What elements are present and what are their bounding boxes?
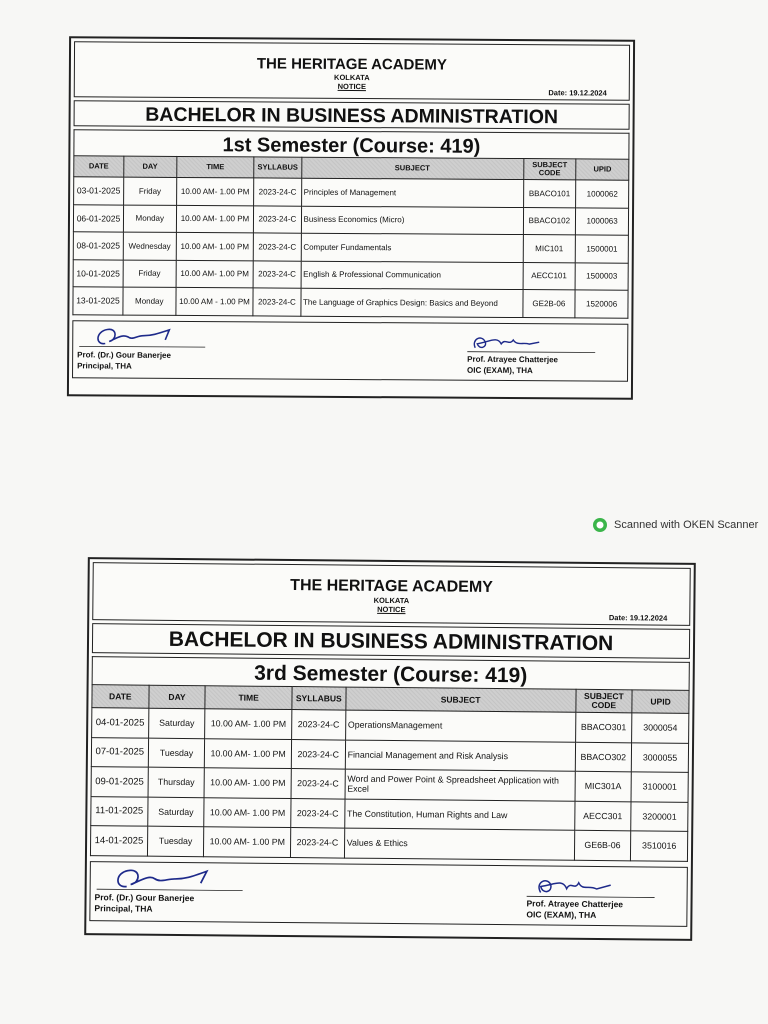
syllabus: 2023-24-C <box>290 828 344 858</box>
upid: 1500001 <box>575 235 628 263</box>
table-row <box>74 177 629 208</box>
institution-name: THE HERITAGE ACADEMY <box>290 577 493 596</box>
column-header: SUBJECT <box>301 157 523 179</box>
column-header: SYLLABUS <box>292 687 346 711</box>
syllabus: 2023-24-C <box>254 233 301 261</box>
column-header: TIME <box>205 686 292 710</box>
upid: 1000063 <box>576 207 629 235</box>
table-row <box>73 287 628 318</box>
syllabus: 2023-24-C <box>292 710 346 740</box>
scanner-label: Scanned with OKEN Scanner <box>614 519 759 531</box>
subject: Principles of Management <box>301 178 523 207</box>
exam-time: 10.00 AM- 1.00 PM <box>176 177 254 205</box>
column-header: DAY <box>124 156 177 177</box>
subject-code: BBACO302 <box>575 742 632 772</box>
city: KOLKATA <box>334 72 370 83</box>
table-row <box>90 826 687 861</box>
subject-code: BBACO301 <box>575 712 632 742</box>
signatory-name: Prof. (Dr.) Gour Banerjee <box>77 349 171 360</box>
upid: 3000055 <box>632 742 689 772</box>
subject-code: GE2B-06 <box>522 290 575 318</box>
exam-date: 06-01-2025 <box>73 204 123 232</box>
subject: Computer Fundamentals <box>301 233 523 262</box>
upid: 1000062 <box>576 180 629 208</box>
exam-date: 14-01-2025 <box>90 826 147 856</box>
column-header: DATE <box>74 156 124 177</box>
semester-title: 1st Semester (Course: 419) <box>73 129 629 158</box>
syllabus: 2023-24-C <box>291 769 345 799</box>
exam-time: 10.00 AM- 1.00 PM <box>204 827 291 857</box>
exam-schedule-table <box>90 684 690 861</box>
subject: Business Economics (Micro) <box>301 206 523 235</box>
table-row <box>73 204 628 235</box>
syllabus: 2023-24-C <box>291 798 345 828</box>
subject-code: AECC101 <box>523 262 576 290</box>
signatory-oic <box>526 874 656 921</box>
column-header: SUBJECT CODE <box>575 689 632 713</box>
signature-scribble-icon <box>95 864 245 893</box>
subject: The Constitution, Human Rights and Law <box>344 799 574 831</box>
exam-schedule-table <box>72 155 629 318</box>
exam-date: 09-01-2025 <box>91 767 148 797</box>
signatory-principal <box>94 864 244 915</box>
exam-date: 07-01-2025 <box>91 737 148 767</box>
program-title: BACHELOR IN BUSINESS ADMINISTRATION <box>92 623 690 659</box>
subject: Word and Power Point & Spreadsheet Application with Excel <box>345 769 575 801</box>
exam-time: 10.00 AM- 1.00 PM <box>176 260 254 288</box>
exam-date: 04-01-2025 <box>92 708 149 738</box>
signature-scribble-icon <box>77 323 207 350</box>
exam-date: 11-01-2025 <box>91 796 148 826</box>
exam-day: Saturday <box>147 797 204 827</box>
syllabus: 2023-24-C <box>254 205 301 233</box>
signatory-title: OIC (EXAM), THA <box>526 908 597 920</box>
oken-scanner-icon <box>592 517 608 533</box>
exam-day: Thursday <box>148 767 205 797</box>
upid: 3200001 <box>631 801 688 831</box>
signatory-title: Principal, THA <box>94 902 153 914</box>
signature-box <box>89 861 688 927</box>
exam-date: 03-01-2025 <box>74 177 124 205</box>
exam-day: Tuesday <box>148 738 205 768</box>
signatory-principal <box>77 323 207 372</box>
column-header: UPID <box>576 159 629 180</box>
table-row <box>73 259 628 290</box>
exam-time: 10.00 AM- 1.00 PM <box>205 738 292 768</box>
column-header: SUBJECT CODE <box>523 159 576 180</box>
upid: 3510016 <box>631 831 688 861</box>
column-header: DATE <box>92 685 149 709</box>
exam-time: 10.00 AM- 1.00 PM <box>176 232 254 260</box>
exam-date: 08-01-2025 <box>73 232 123 260</box>
column-header: SUBJECT <box>346 687 576 712</box>
exam-day: Friday <box>124 177 177 205</box>
exam-time: 10.00 AM- 1.00 PM <box>205 709 292 739</box>
exam-day: Monday <box>123 287 176 315</box>
notice-date: Date: 19.12.2024 <box>548 88 607 98</box>
signatory-name: Prof. (Dr.) Gour Banerjee <box>94 891 195 903</box>
subject-code: BBACO101 <box>523 180 576 208</box>
column-header: DAY <box>149 685 206 709</box>
signatory-name: Prof. Atrayee Chatterjee <box>467 354 559 364</box>
signature-scribble-icon <box>467 331 597 354</box>
signature-scribble-icon <box>527 874 657 899</box>
signatory-title: Principal, THA <box>77 360 132 371</box>
notice-date: Date: 19.12.2024 <box>608 613 668 623</box>
exam-date: 13-01-2025 <box>73 287 123 315</box>
exam-time: 10.00 AM - 1.00 PM <box>176 287 254 315</box>
subject: English & Professional Communication <box>301 261 523 290</box>
upid: 1500003 <box>575 262 628 290</box>
signatory-name: Prof. Atrayee Chatterjee <box>526 897 624 909</box>
subject: Financial Management and Risk Analysis <box>345 740 575 772</box>
exam-day: Friday <box>123 260 176 288</box>
exam-day: Tuesday <box>147 826 204 856</box>
column-header: TIME <box>176 156 254 177</box>
signatory-oic <box>467 331 597 376</box>
exam-day: Saturday <box>148 708 205 738</box>
exam-day: Monday <box>123 205 176 233</box>
subject-code: AECC301 <box>574 801 631 831</box>
notice-header <box>92 562 691 626</box>
exam-time: 10.00 AM- 1.00 PM <box>176 205 254 233</box>
subject-code: BBACO102 <box>523 207 576 235</box>
column-header: SYLLABUS <box>254 157 301 178</box>
subject: Values & Ethics <box>344 828 574 860</box>
subject: The Language of Graphics Design: Basics and Beyond <box>300 288 522 317</box>
signatory-title: OIC (EXAM), THA <box>467 365 533 375</box>
syllabus: 2023-24-C <box>253 288 300 316</box>
subject: OperationsManagement <box>345 710 575 742</box>
institution-name: THE HERITAGE ACADEMY <box>256 55 447 74</box>
notice-header <box>74 41 630 100</box>
upid: 1520006 <box>575 290 628 318</box>
scanner-watermark <box>592 517 758 533</box>
syllabus: 2023-24-C <box>253 260 300 288</box>
signature-box <box>72 320 628 381</box>
column-header: UPID <box>632 690 689 714</box>
city: KOLKATA <box>373 595 410 606</box>
subject-code: MIC101 <box>523 235 576 263</box>
syllabus: 2023-24-C <box>291 739 345 769</box>
syllabus: 2023-24-C <box>254 178 301 206</box>
exam-time: 10.00 AM- 1.00 PM <box>204 797 291 827</box>
notice-label: NOTICE <box>377 604 406 615</box>
exam-notice-sheet-2 <box>84 557 696 941</box>
table-row <box>73 232 628 263</box>
upid: 3000054 <box>632 713 689 743</box>
notice-label: NOTICE <box>337 81 367 92</box>
exam-notice-sheet-1 <box>67 36 635 399</box>
program-title: BACHELOR IN BUSINESS ADMINISTRATION <box>74 100 630 129</box>
exam-day: Wednesday <box>123 232 176 260</box>
upid: 3100001 <box>631 772 688 802</box>
subject-code: GE6B-06 <box>574 830 631 860</box>
exam-date: 10-01-2025 <box>73 259 123 287</box>
exam-time: 10.00 AM- 1.00 PM <box>204 768 291 798</box>
semester-title: 3rd Semester (Course: 419) <box>92 656 690 690</box>
subject-code: MIC301A <box>575 771 632 801</box>
